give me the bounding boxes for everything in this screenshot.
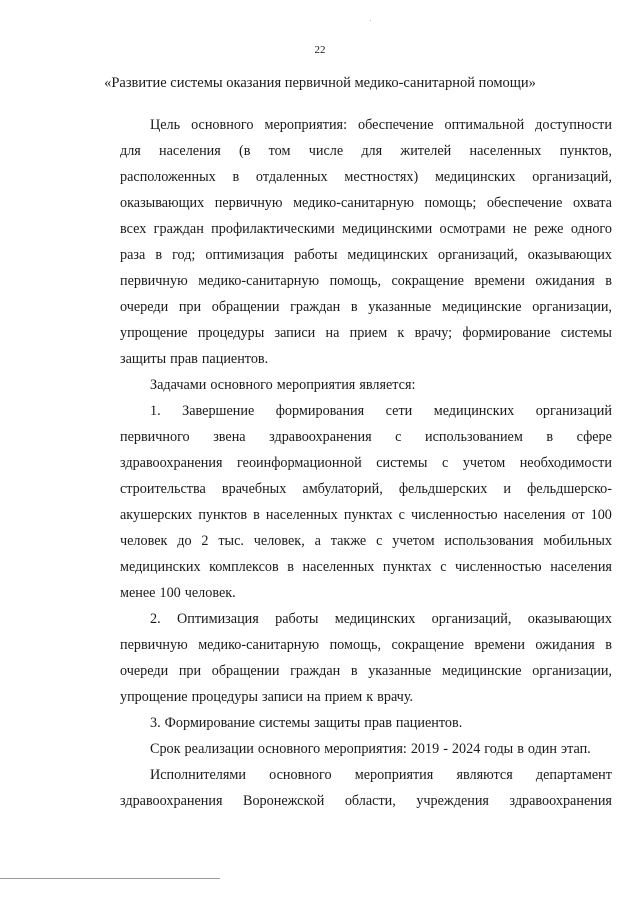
text-line: здравоохранения Воронежской области, учреждения здравоохранения [120, 793, 612, 809]
text-line: акушерских пунктов в населенных пунктах с численностью населения от 100 [120, 507, 612, 523]
text-line: оказывающих первичную медико-санитарную помощь; обеспечение охвата [120, 195, 612, 211]
text-line: для населения (в том числе для жителей населенных пунктов, [120, 143, 612, 159]
text-line: первичную медико-санитарную помощь, сокращение времени ожидания в [120, 273, 612, 289]
body-text [120, 112, 612, 814]
text-line: Цель основного мероприятия: обеспечение оптимальной доступности [150, 117, 612, 133]
text-line: здравоохранения геоинформационной системы с учетом необходимости [120, 455, 612, 471]
text-line: Срок реализации основного мероприятия: 2019 - 2024 годы в один этап. [150, 741, 591, 757]
text-line: защиты прав пациентов. [120, 351, 269, 367]
text-line: 1. Завершение формирования сети медицинских организаций [150, 403, 612, 419]
text-line: медицинских комплексов в населенных пунктах с численностью населения [120, 559, 612, 575]
text-line: всех граждан профилактическими медицинскими осмотрами не реже одного [120, 221, 612, 237]
text-line: 3. Формирование системы защиты прав пациентов. [150, 715, 463, 731]
text-line: расположенных в отдаленных местностях) медицинских организаций, [120, 169, 612, 185]
text-line: 2. Оптимизация работы медицинских организаций, оказывающих [150, 611, 612, 627]
page-number: 22 [314, 44, 326, 56]
footnote-rule [0, 878, 220, 879]
text-line: очереди при обращении граждан в указанные медицинские организации, [120, 299, 612, 315]
text-line: человек до 2 тыс. человек, а также с учетом использования мобильных [120, 533, 612, 549]
text-line: первичную медико-санитарную помощь, сокращение времени ожидания в [120, 637, 612, 653]
text-line: первичного звена здравоохранения с использованием в сфере [120, 429, 612, 445]
section-heading: «Развитие системы оказания первичной медико-санитарной помощи» [104, 75, 536, 91]
text-line: упрощение процедуры записи на прием к врачу; формирование системы [120, 325, 612, 341]
text-line: строительства врачебных амбулаторий, фельдшерских и фельдшерско- [120, 481, 612, 497]
scan-speck [370, 20, 371, 21]
text-line: Задачами основного мероприятия является: [150, 377, 416, 393]
text-line: очереди при обращении граждан в указанные медицинские организации, [120, 663, 612, 679]
text-line: Исполнителями основного мероприятия являются департамент [150, 767, 612, 783]
text-line: менее 100 человек. [120, 585, 236, 601]
text-line: упрощение процедуры записи на прием к врачу. [120, 689, 414, 705]
text-line: раза в год; оптимизация работы медицинских организаций, оказывающих [120, 247, 612, 263]
